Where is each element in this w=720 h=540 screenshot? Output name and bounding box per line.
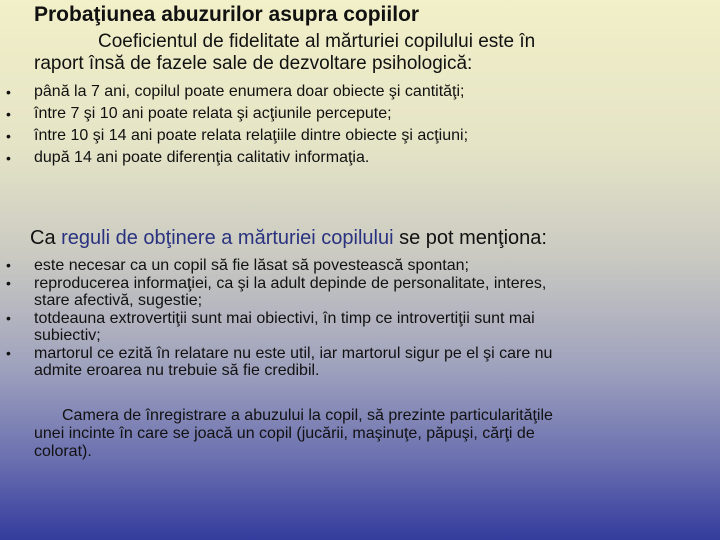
rules-heading-accent: reguli de obţinere a mărturiei copilului xyxy=(61,227,394,249)
list-item-text: între 7 şi 10 ani poate relata şi acţiunile percepute; xyxy=(34,105,392,122)
list-item-text: totdeauna extrovertiţii sunt mai obiectivi, în timp ce introvertiţii sunt mai xyxy=(34,309,535,327)
list-item-text-cont: admite eroarea nu trebuie să fie credibil. xyxy=(34,362,320,379)
list-item xyxy=(0,81,700,103)
camera-paragraph xyxy=(34,407,694,461)
bullet-icon: • xyxy=(6,309,11,326)
list-item xyxy=(0,310,700,345)
intro-paragraph xyxy=(34,31,674,75)
bullet-icon: • xyxy=(6,106,11,122)
list-item-text: reproducerea informaţiei, ca şi la adult depinde de personalitate, interes, xyxy=(34,274,547,292)
list-item xyxy=(0,257,700,275)
bullet-icon: • xyxy=(6,128,11,144)
list-item xyxy=(0,275,700,310)
intro-line-1: Coeficientul de fidelitate al mărturiei copilului este în xyxy=(98,31,536,52)
list-item-text: după 14 ani poate diferenţia calitativ informaţia. xyxy=(34,149,370,166)
list-item-text-cont: subiectiv; xyxy=(34,327,101,344)
rules-heading xyxy=(30,227,547,250)
bullet-icon: • xyxy=(6,150,11,166)
list-item xyxy=(0,125,700,147)
list-item xyxy=(0,103,700,125)
list-item-text-cont: stare afectivă, sugestie; xyxy=(34,292,203,309)
bullet-icon: • xyxy=(6,84,11,100)
list-item-text: martorul ce ezită în relatare nu este util, iar martorul sigur pe el şi care nu xyxy=(34,344,553,362)
intro-line-2: raport însă de fazele sale de dezvoltare psihologică: xyxy=(34,53,473,74)
camera-line-1: Camera de înregistrare a abuzului la copil, să prezinte particularităţile xyxy=(62,407,553,424)
bullet-icon: • xyxy=(6,344,11,361)
list-item xyxy=(0,147,700,169)
rules-heading-suffix: se pot menţiona: xyxy=(399,227,547,249)
rules-list xyxy=(0,257,700,380)
list-item xyxy=(0,345,700,380)
bullet-icon: • xyxy=(6,257,11,273)
list-item-text: până la 7 ani, copilul poate enumera doar obiecte şi cantităţi; xyxy=(34,83,465,100)
camera-line-2: unei incinte în care se joacă un copil (jucării, maşinuţe, păpuşi, cărţi de xyxy=(34,425,535,442)
list-item-text: între 10 şi 14 ani poate relata relaţiile dintre obiecte şi acţiuni; xyxy=(34,127,469,144)
development-stages-list xyxy=(0,81,700,169)
page-title: Probaţiunea abuzurilor asupra copiilor xyxy=(34,3,420,26)
bullet-icon: • xyxy=(6,274,11,291)
camera-line-3: colorat). xyxy=(34,443,92,460)
rules-heading-prefix: Ca xyxy=(30,227,56,249)
list-item-text: este necesar ca un copil să fie lăsat să povestească spontan; xyxy=(34,257,469,274)
